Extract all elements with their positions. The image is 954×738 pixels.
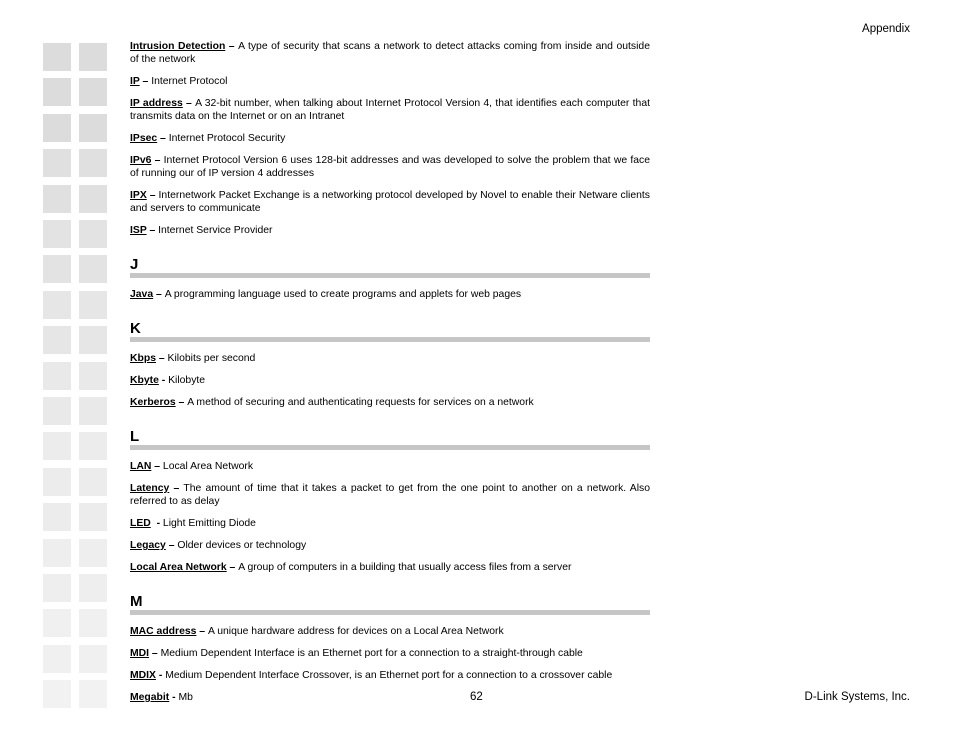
decorative-square (43, 149, 71, 177)
decorative-square (43, 220, 71, 248)
glossary-entry (130, 460, 650, 473)
section-entries-m (130, 625, 650, 704)
glossary-definition: A unique hardware address for devices on a Local Area Network (207, 626, 504, 637)
section-rule-k (130, 337, 650, 342)
glossary-term: ISP (130, 225, 147, 236)
glossary-entry (130, 374, 650, 387)
glossary-definition: A programming language used to create programs and applets for web pages (164, 289, 522, 300)
term-separator: – (226, 562, 239, 573)
term-separator: - (155, 670, 166, 681)
glossary-term: IP address (130, 98, 183, 109)
glossary-term: IPX (130, 190, 147, 201)
term-separator: - (150, 518, 163, 529)
glossary-entry (130, 75, 650, 88)
glossary-intro-entries (130, 40, 650, 237)
glossary-entry (130, 154, 650, 180)
glossary-entry (130, 132, 650, 145)
term-separator: – (157, 133, 169, 144)
glossary-term: MAC address (130, 626, 197, 637)
glossary-term: IPv6 (130, 155, 152, 166)
section-heading-k: K (130, 320, 141, 337)
glossary-entry (130, 625, 650, 638)
decorative-square (79, 114, 107, 142)
section-heading-j: J (130, 256, 139, 273)
term-separator: – (146, 225, 159, 236)
term-separator: – (151, 461, 163, 472)
term-separator: – (196, 626, 208, 637)
decorative-square (43, 503, 71, 531)
decorative-square (43, 326, 71, 354)
section-rule-j (130, 273, 650, 278)
decorative-square (43, 680, 71, 708)
glossary-entry (130, 40, 650, 66)
decorative-square (43, 574, 71, 602)
decorative-square (79, 539, 107, 567)
decorative-square (43, 43, 71, 71)
decorative-square (79, 149, 107, 177)
glossary-entry (130, 669, 650, 682)
decorative-square (43, 539, 71, 567)
glossary-definition: Local Area Network (162, 461, 254, 472)
decorative-square (79, 574, 107, 602)
glossary-definition: Internet Protocol (151, 76, 228, 87)
glossary-term: Megabit (130, 692, 170, 703)
glossary-entry (130, 539, 650, 552)
decorative-square (79, 680, 107, 708)
term-separator: – (165, 540, 178, 551)
glossary-entry (130, 482, 650, 508)
term-separator: - (169, 692, 179, 703)
decorative-square (79, 362, 107, 390)
glossary-term: Kerberos (130, 397, 176, 408)
section-rule-l (130, 445, 650, 450)
glossary-entry (130, 352, 650, 365)
glossary-definition: Internet Service Provider (158, 225, 273, 236)
glossary-content (130, 40, 650, 713)
section-heading-m: M (130, 593, 143, 610)
glossary-entry (130, 224, 650, 237)
decorative-square (79, 78, 107, 106)
footer-company: D-Link Systems, Inc. (804, 691, 910, 703)
header-section-title: Appendix (862, 23, 910, 35)
glossary-term: Java (130, 289, 154, 300)
glossary-term: Latency (130, 483, 170, 494)
decorative-square (43, 397, 71, 425)
glossary-entry (130, 517, 650, 530)
glossary-definition: Internet Protocol Version 6 uses 128-bit addresses and was developed to solve the problem that we face of running our of IP version 4 addresses (130, 155, 650, 179)
decorative-square (79, 220, 107, 248)
decorative-square (79, 291, 107, 319)
glossary-term: IP (130, 76, 140, 87)
decorative-square (79, 503, 107, 531)
glossary-term: Kbyte (130, 375, 159, 386)
term-separator: – (169, 483, 184, 494)
glossary-term: Kbps (130, 353, 156, 364)
glossary-entry (130, 288, 650, 301)
section-entries-k (130, 352, 650, 409)
glossary-term: MDIX (130, 670, 156, 681)
term-separator: – (139, 76, 152, 87)
glossary-definition: Light Emitting Diode (162, 518, 256, 529)
decorative-square (79, 645, 107, 673)
glossary-term: MDI (130, 648, 150, 659)
term-separator: – (225, 41, 239, 52)
decorative-square (43, 185, 71, 213)
glossary-entry (130, 97, 650, 123)
glossary-definition: Internetwork Packet Exchange is a networking protocol developed by Novel to enable their Netware clients and servers to communicate (130, 190, 650, 214)
page-number: 62 (470, 691, 483, 703)
decorative-square (79, 255, 107, 283)
decorative-square (43, 255, 71, 283)
glossary-definition: Medium Dependent Interface is an Ethernet port for a connection to a straight-through cable (160, 648, 583, 659)
glossary-definition: Older devices or technology (177, 540, 307, 551)
decorative-square (43, 432, 71, 460)
glossary-entry (130, 691, 650, 704)
section-heading-l: L (130, 428, 140, 445)
glossary-term: IPsec (130, 133, 158, 144)
glossary-entry (130, 647, 650, 660)
term-separator: – (175, 397, 188, 408)
decorative-square (79, 432, 107, 460)
decorative-square (43, 114, 71, 142)
term-separator: - (158, 375, 169, 386)
glossary-definition: Medium Dependent Interface Crossover, is an Ethernet port for a connection to a crossover cable (165, 670, 613, 681)
decorative-square (79, 397, 107, 425)
section-rule-m (130, 610, 650, 615)
decorative-square (79, 609, 107, 637)
glossary-definition: Kilobyte (168, 375, 206, 386)
glossary-definition: The amount of time that it takes a packet to get from the one point to another on a network. Also referred to as delay (130, 483, 650, 507)
glossary-term: Intrusion Detection (130, 41, 226, 52)
glossary-entry (130, 561, 650, 574)
term-separator: – (146, 190, 159, 201)
decorative-square (43, 468, 71, 496)
glossary-definition: Mb (178, 692, 193, 703)
decorative-square (79, 468, 107, 496)
glossary-term: Local Area Network (130, 562, 227, 573)
glossary-term: LAN (130, 461, 152, 472)
decorative-square-column (43, 43, 109, 711)
term-separator: – (151, 155, 164, 166)
term-separator: – (155, 353, 168, 364)
glossary-entry (130, 189, 650, 215)
term-separator: – (182, 98, 196, 109)
glossary-definition: A 32-bit number, when talking about Internet Protocol Version 4, that identifies each computer that transmits data on the Internet or on an Intranet (130, 98, 650, 122)
glossary-definition: Kilobits per second (167, 353, 256, 364)
glossary-term: LED (130, 518, 151, 529)
glossary-definition: A group of computers in a building that usually access files from a server (238, 562, 572, 573)
decorative-square (43, 645, 71, 673)
decorative-square (79, 326, 107, 354)
glossary-definition: Internet Protocol Security (168, 133, 286, 144)
glossary-entry (130, 396, 650, 409)
decorative-square (43, 609, 71, 637)
decorative-square (43, 291, 71, 319)
term-separator: – (149, 648, 161, 659)
term-separator: – (153, 289, 165, 300)
decorative-square (43, 78, 71, 106)
decorative-square (79, 185, 107, 213)
section-entries-j (130, 288, 650, 301)
decorative-square (79, 43, 107, 71)
glossary-term: Legacy (130, 540, 166, 551)
glossary-definition: A type of security that scans a network to detect attacks coming from inside and outside of the network (130, 41, 650, 65)
glossary-definition: A method of securing and authenticating requests for services on a network (187, 397, 534, 408)
section-entries-l (130, 460, 650, 574)
decorative-square (43, 362, 71, 390)
